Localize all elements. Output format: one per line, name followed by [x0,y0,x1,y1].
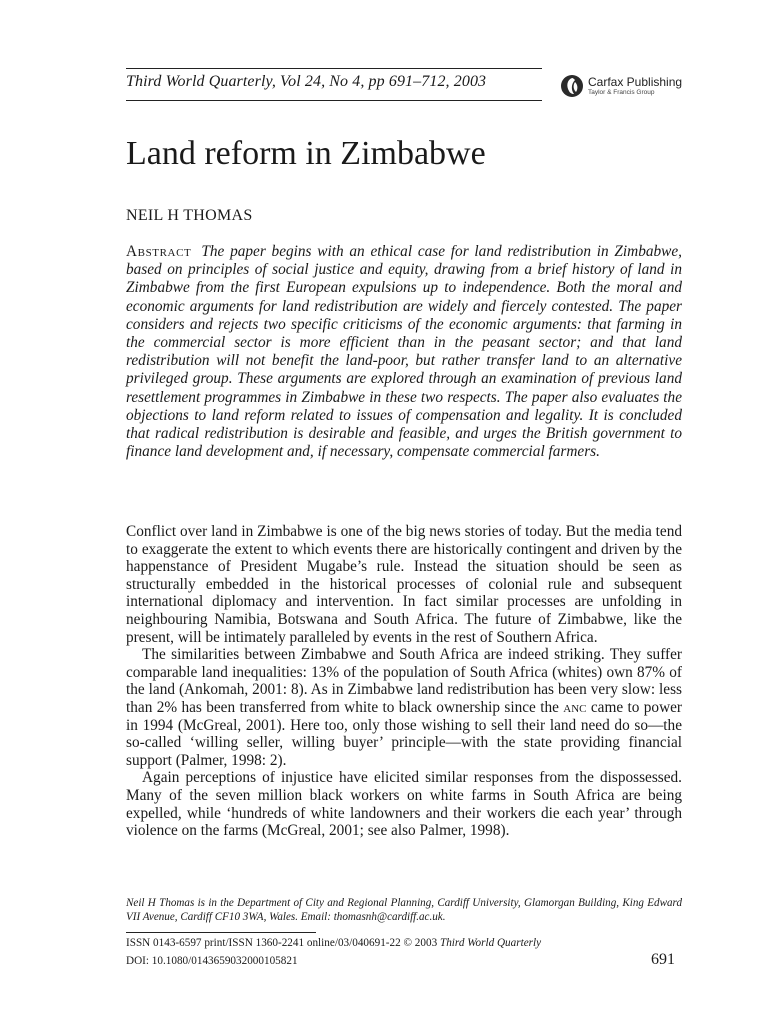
issn-text: ISSN 0143-6597 print/ISSN 1360-2241 online/03/040691-22 © 2003 [126,937,440,949]
article-body [126,523,682,840]
publisher-group: Taylor & Francis Group [588,89,655,96]
body-paragraph-1: Conflict over land in Zimbabwe is one of the big news stories of today. But the media tend to exaggerate the extent to which events there are historically contingent and driven by the happenstance of President Mugabe’s rule. Instead the situation should be seen as structurally embedded in the historical processes of colonial rule and subsequent international diplomacy and intervention. In fact similar processes are unfolding in neighbouring Namibia, Botswana and South Africa. The future of Zimbabwe, like the present, will be intimately paralleled by events in the rest of Southern Africa. [126,523,682,646]
journal-citation: Third World Quarterly, Vol 24, No 4, pp 691–712, 2003 [126,73,487,90]
header-rule-top [126,68,542,69]
body-paragraph-2-part-a: The similarities between Zimbabwe and South Africa are indeed striking. They suffer comparable land inequalities: 13% of the population of South Africa (whites) own 87% of the land (Ankomah, 2001: 8). As in Zimbabwe land redistribution has been very slow: less than 2% has been transferred from white to black ownership since the [126,646,682,716]
publisher-logo [560,74,700,104]
body-paragraph-3: Again perceptions of injustice have elicited similar responses from the dispossessed. Many of the seven million black workers on white farms in South Africa are being expelled, while ‘hundreds of white landowners and their workers die each year’ through violence on the farms (McGreal, 2001; see also Palmer, 1998). [126,769,682,840]
anc-abbreviation: anc [563,698,587,716]
abstract-label: Abstract [126,243,192,260]
abstract [126,243,682,461]
body-paragraph-2-part-b: came to power in 1994 (McGreal, 2001). Here too, only those wishing to sell their land need do so—the so-called ‘willing seller, willing buyer’ principle—with the state providing financial support (Palmer, 1998: 2). [126,698,682,769]
carfax-logo-icon [560,74,584,98]
footer-rule [126,932,316,933]
article-title: Land reform in Zimbabwe [126,135,486,172]
issn-journal-name: Third World Quarterly [439,937,542,949]
article-author: NEIL H THOMAS [126,207,253,224]
body-paragraph-2 [126,646,682,769]
page-number: 691 [651,951,675,968]
doi-line: DOI: 10.1080/0143659032000105821 [126,955,298,967]
author-affiliation-footnote: Neil H Thomas is in the Department of City and Regional Planning, Cardiff University, Glamorgan Building, King Edward VII Avenue, Cardiff CF10 3WA, Wales. Email: thomasnh@cardiff.ac.uk. [126,897,682,923]
abstract-text: The paper begins with an ethical case for land redistribution in Zimbabwe, based on principles of social justice and equity, drawing from a brief history of land in Zimbabwe from the first European expulsions up to independence. Both the moral and economic arguments for land redistribution are widely and fiercely contested. The paper considers and rejects two specific criticisms of the economic arguments: that farming in the commercial sector is more efficient than in the peasant sector; and that land redistribution will not benefit the land-poor, but rather transfer land to an alternative privileged group. These arguments are explored through an examination of previous land resettlement programmes in Zimbabwe in these two respects. The paper also evaluates the objections to land reform related to issues of compensation and legality. It is concluded that radical redistribution is desirable and feasible, and urges the British government to finance land development and, if necessary, compensate commercial farmers. [126,243,682,461]
publisher-name: Carfax Publishing [588,75,683,89]
issn-line [126,937,541,949]
header-rule-bottom [126,100,542,101]
